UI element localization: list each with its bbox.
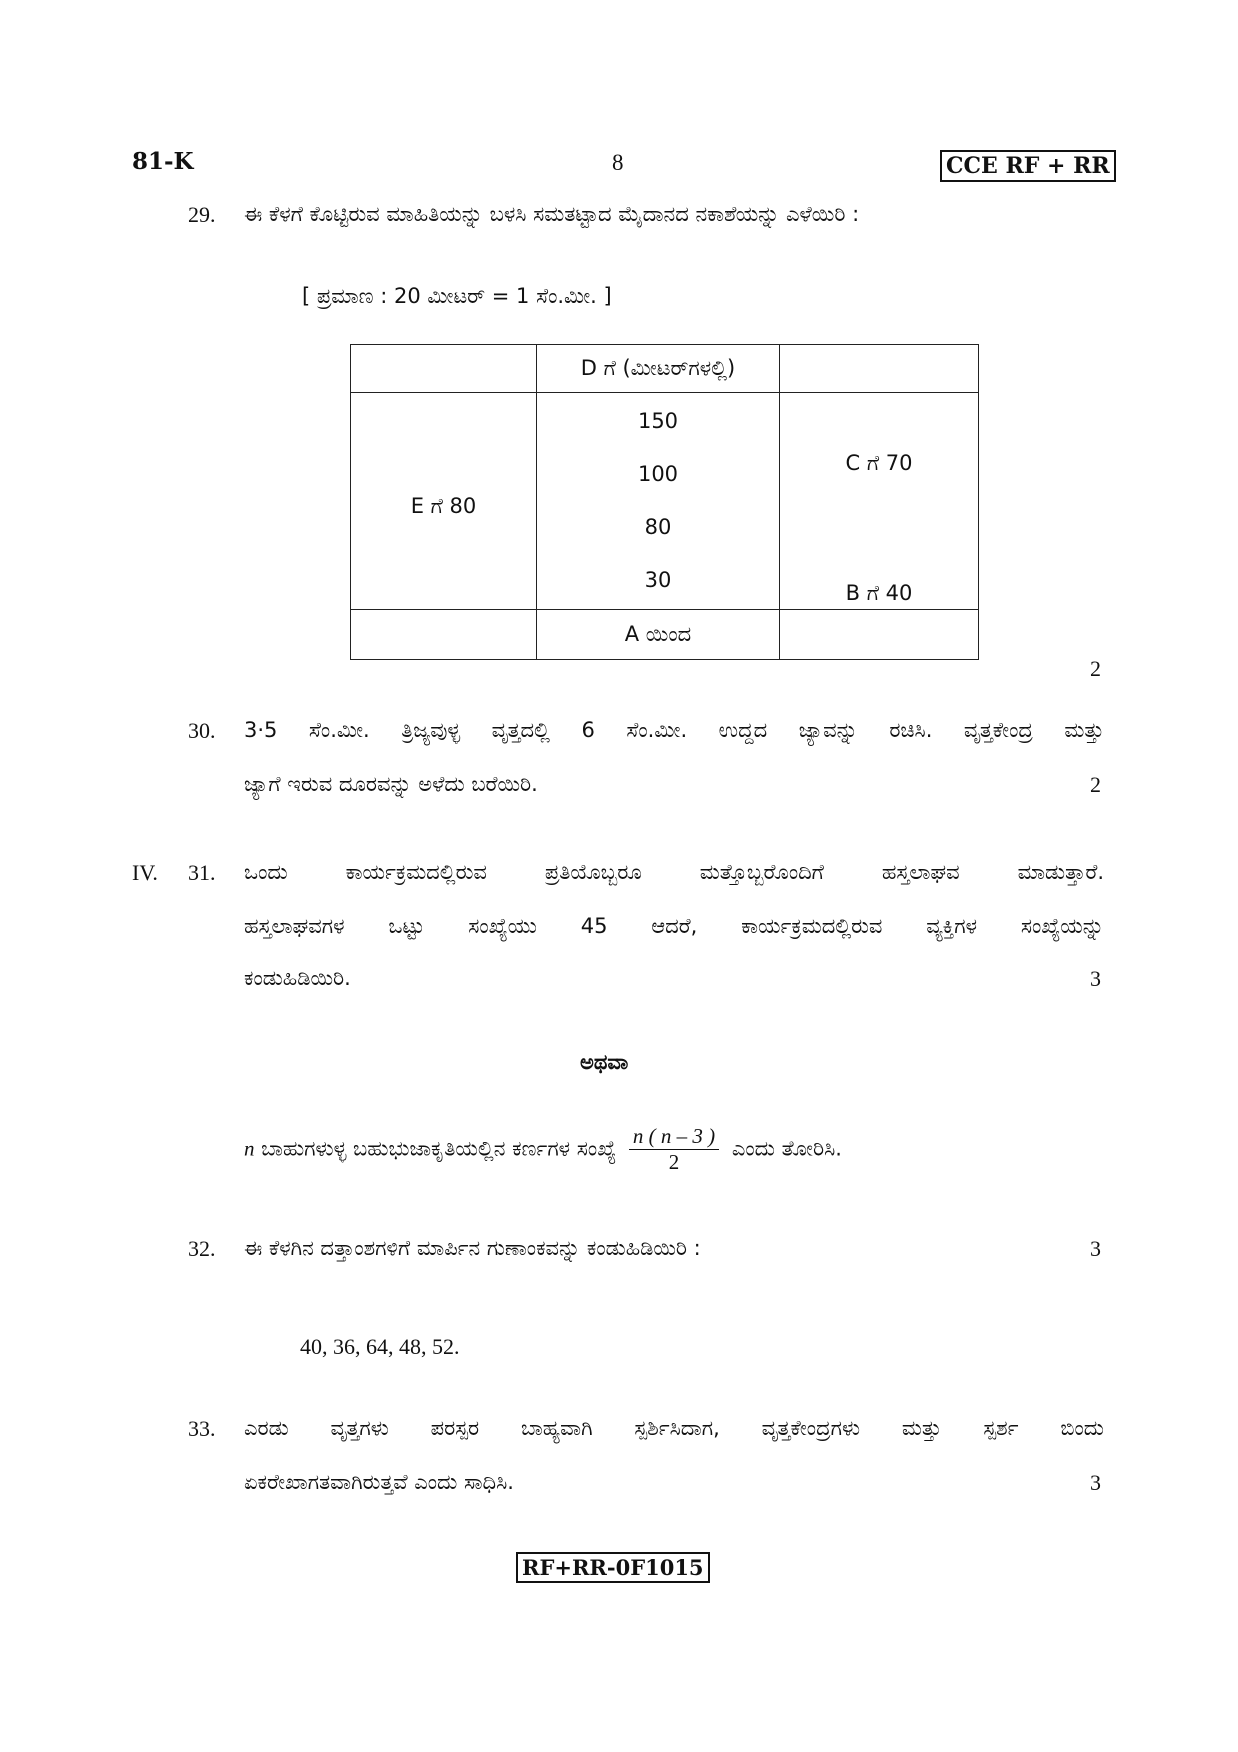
table-cell-empty [780,345,979,393]
chainage-value: 100 [637,462,679,486]
q30-marks: 2 [1090,772,1101,797]
table-footer-a: A ಯಿಂದ [537,610,780,660]
chainage-value: 30 [644,568,672,592]
chainage-value: 80 [644,515,672,539]
fraction-denominator: 2 [668,1150,680,1174]
q32-text: ಈ ಕೆಳಗಿನ ದತ್ತಾಂಶಗಳಿಗೆ ಮಾರ್ಪಿನ ಗುಣಾಂಕವನ್ನು ಕಂಡುಹಿಡಿಯಿರಿ : [244,1236,701,1260]
table-chainage-values [537,393,780,610]
footer-code: RF+RR-0F1015 [516,1552,710,1583]
field-book-table [350,344,979,660]
section-label: IV. [132,860,158,885]
q29-marks: 2 [1090,656,1101,681]
q29-text: ಈ ಕೆಳಗೆ ಕೊಟ್ಟಿರುವ ಮಾಹಿತಿಯನ್ನು ಬಳಸಿ ಸಮತಟ್ಟಾದ ಮೈದಾನದ ನಕಾಶೆಯನ್ನು ಎಳೆಯಿರಿ : [244,202,860,226]
q31-line2: ಹಸ್ತಲಾಘವಗಳ ಒಟ್ಟು ಸಂಖ್ಯೆಯು 45 ಆದರೆ, ಕಾರ್ಯಕ್ರಮದಲ್ಲಿರುವ ವ್ಯಕ್ತಿಗಳ ಸಂಖ್ಯೆಯನ್ನು [244,914,1104,938]
table-cell-empty [351,345,537,393]
table-right-offsets [780,393,979,610]
chainage-value: 150 [637,409,679,433]
q31-line3: ಕಂಡುಹಿಡಿಯಿರಿ. [244,966,351,990]
q33-line2: ಏಕರೇಖಾಗತವಾಗಿರುತ್ತವೆ ಎಂದು ಸಾಧಿಸಿ. [244,1470,514,1494]
q31-marks: 3 [1090,966,1101,991]
q32-marks: 3 [1090,1236,1101,1261]
q33-number: 33. [188,1416,216,1441]
q31-alternative [244,1124,842,1175]
q32-number: 32. [188,1236,216,1261]
table-cell-empty [780,610,979,660]
paper-code: 81-K [132,148,194,175]
q31-number: 31. [188,860,216,885]
q29-scale: [ ಪ್ರಮಾಣ : 20 ಮೀಟರ್ = 1 ಸೆಂ.ಮೀ. ] [302,284,612,308]
q33-marks: 3 [1090,1470,1101,1495]
page-number: 8 [612,150,624,175]
alt-text-after: ಎಂದು ತೋರಿಸಿ. [731,1136,842,1161]
or-label: ಅಥವಾ [580,1050,629,1074]
alt-text-before: ಬಾಹುಗಳುಳ್ಳ ಬಹುಭುಜಾಕೃತಿಯಲ್ಲಿನ ಕರ್ಣಗಳ ಸಂಖ್ಯೆ [254,1136,617,1161]
variable-n: n [244,1136,255,1161]
q32-data: 40, 36, 64, 48, 52. [300,1334,460,1359]
table-left-offset: E ಗೆ 80 [351,393,537,610]
series-badge: CCE RF + RR [940,150,1116,182]
q30-line1: 3·5 ಸೆಂ.ಮೀ. ತ್ರಿಜ್ಯವುಳ್ಳ ವೃತ್ತದಲ್ಲಿ 6 ಸೆಂ.ಮೀ. ಉದ್ದದ ಜ್ಯಾವನ್ನು ರಚಿಸಿ. ವೃತ್ತಕೇಂದ್ರ ಮತ್ತು [244,718,1104,742]
table-cell-empty [351,610,537,660]
right-offset-b: B ಗೆ 40 [845,581,913,605]
q31-line1: ಒಂದು ಕಾರ್ಯಕ್ರಮದಲ್ಲಿರುವ ಪ್ರತಿಯೊಬ್ಬರೂ ಮತ್ತೊಬ್ಬರೊಂದಿಗೆ ಹಸ್ತಲಾಘವ ಮಾಡುತ್ತಾರೆ. [244,860,1104,884]
fraction [629,1124,719,1175]
right-offset-c: C ಗೆ 70 [845,451,913,475]
q30-number: 30. [188,718,216,743]
q33-line1: ಎರಡು ವೃತ್ತಗಳು ಪರಸ್ಪರ ಬಾಹ್ಯವಾಗಿ ಸ್ಪರ್ಶಿಸಿದಾಗ, ವೃತ್ತಕೇಂದ್ರಗಳು ಮತ್ತು ಸ್ಪರ್ಶ ಬಿಂದು [244,1416,1104,1440]
fraction-numerator: n ( n – 3 ) [629,1124,719,1150]
q30-line2: ಜ್ಯಾಗೆ ಇರುವ ದೂರವನ್ನು ಅಳೆದು ಬರೆಯಿರಿ. [244,772,538,796]
q29-number: 29. [188,202,216,227]
table-header-d: D ಗೆ (ಮೀಟರ್‌ಗಳಲ್ಲಿ) [537,345,780,393]
